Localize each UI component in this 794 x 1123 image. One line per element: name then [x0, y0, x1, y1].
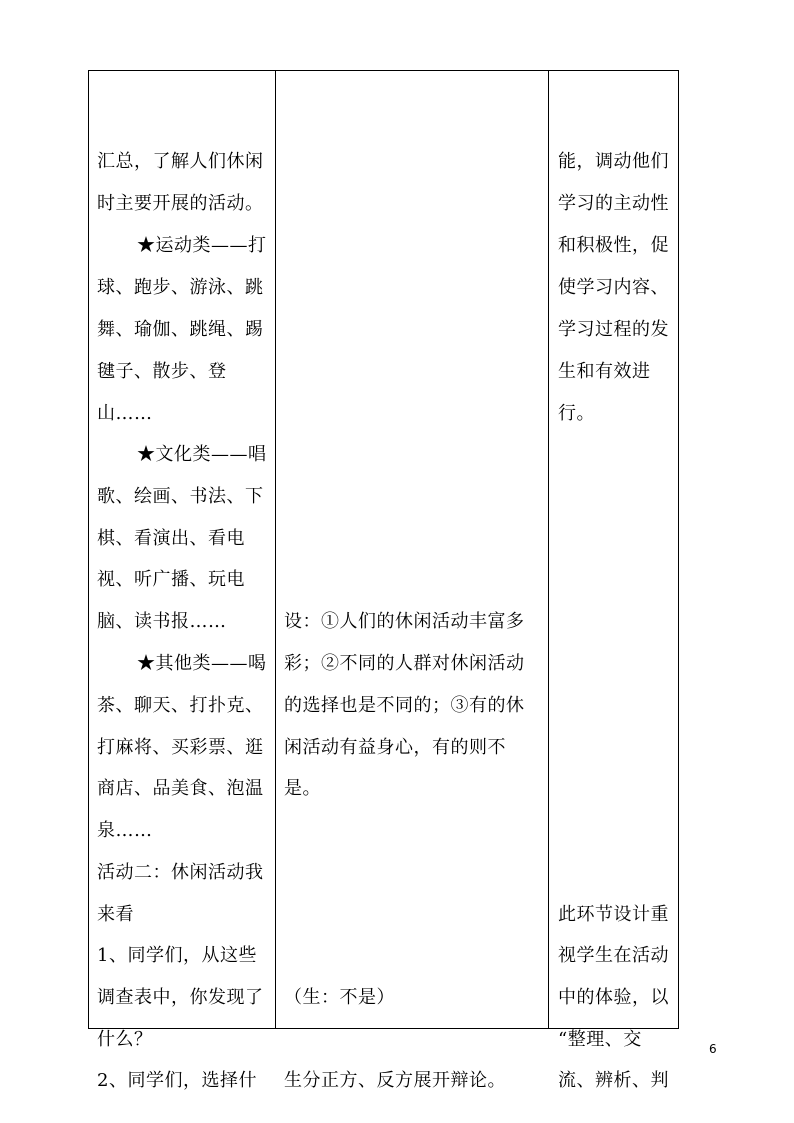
- col2-line: 闲活动有益身心，有的则不: [284, 737, 506, 758]
- col1-line: ★运动类——打: [137, 235, 267, 256]
- col1-line: 2、同学们，选择什: [97, 1070, 257, 1091]
- col3-line: 学习过程的发: [558, 319, 669, 340]
- design-intent-column: [549, 71, 680, 1091]
- col1-line: 歌、绘画、书法、下: [97, 486, 264, 507]
- col3-line: 生和有效进: [558, 361, 651, 382]
- col3-line: 能，调动他们: [558, 151, 669, 172]
- col3-line: 此环节设计重: [558, 904, 669, 925]
- col1-line: 调查表中，你发现了: [97, 987, 264, 1008]
- col2-line: 彩；②不同的人群对休闲活动: [284, 653, 525, 674]
- page-number: 6: [709, 1042, 717, 1056]
- col1-line: 汇总，了解人们休闲: [97, 151, 264, 172]
- col1-line: 茶、聊天、打扑克、: [97, 695, 264, 716]
- col3-line: 中的体验，以: [558, 987, 669, 1008]
- col1-line: 打麻将、买彩票、逛: [97, 737, 264, 758]
- col1-line: 商店、品美食、泡温: [97, 778, 264, 799]
- col1-line: 山……: [97, 403, 153, 424]
- col1-line: 视、听广播、玩电: [97, 569, 245, 590]
- col3-line: 行。: [558, 403, 595, 424]
- col1-line: 毽子、散步、登: [97, 361, 227, 382]
- student-activity-column: [276, 71, 549, 1091]
- col1-line: 脑、读书报……: [97, 611, 227, 632]
- lesson-plan-table: [88, 70, 679, 1091]
- col2-line: 设：①人们的休闲活动丰富多: [284, 611, 525, 632]
- col3-line: 使学习内容、: [558, 277, 669, 298]
- col2-line: 生分正方、反方展开辩论。: [284, 1070, 506, 1091]
- col2-line: 的选择也是不同的；③有的休: [284, 695, 525, 716]
- activity-column: [89, 71, 276, 1091]
- col3-line: 流、辨析、判: [558, 1070, 669, 1091]
- col1-line: 1、同学们，从这些: [97, 945, 257, 966]
- col1-line: 什么？: [97, 1029, 153, 1050]
- col3-line: 学习的主动性: [558, 193, 669, 214]
- col1-line: 泉……: [97, 820, 153, 841]
- col3-line: “整理、交: [558, 1029, 642, 1050]
- col1-line: 时主要开展的活动。: [97, 193, 264, 214]
- col1-line: 活动二：休闲活动我: [97, 862, 264, 883]
- col1-line: 舞、瑜伽、跳绳、踢: [97, 319, 264, 340]
- col3-line: 视学生在活动: [558, 945, 669, 966]
- col1-line: 球、跑步、游泳、跳: [97, 277, 264, 298]
- col1-line: ★其他类——喝: [137, 653, 267, 674]
- col1-line: 棋、看演出、看电: [97, 528, 245, 549]
- col1-line: 来看: [97, 904, 134, 925]
- col1-line: ★文化类——唱: [137, 444, 267, 465]
- col2-line: （生：不是）: [284, 987, 395, 1008]
- col3-line: 和积极性，促: [558, 235, 669, 256]
- col2-line: 是。: [284, 778, 321, 799]
